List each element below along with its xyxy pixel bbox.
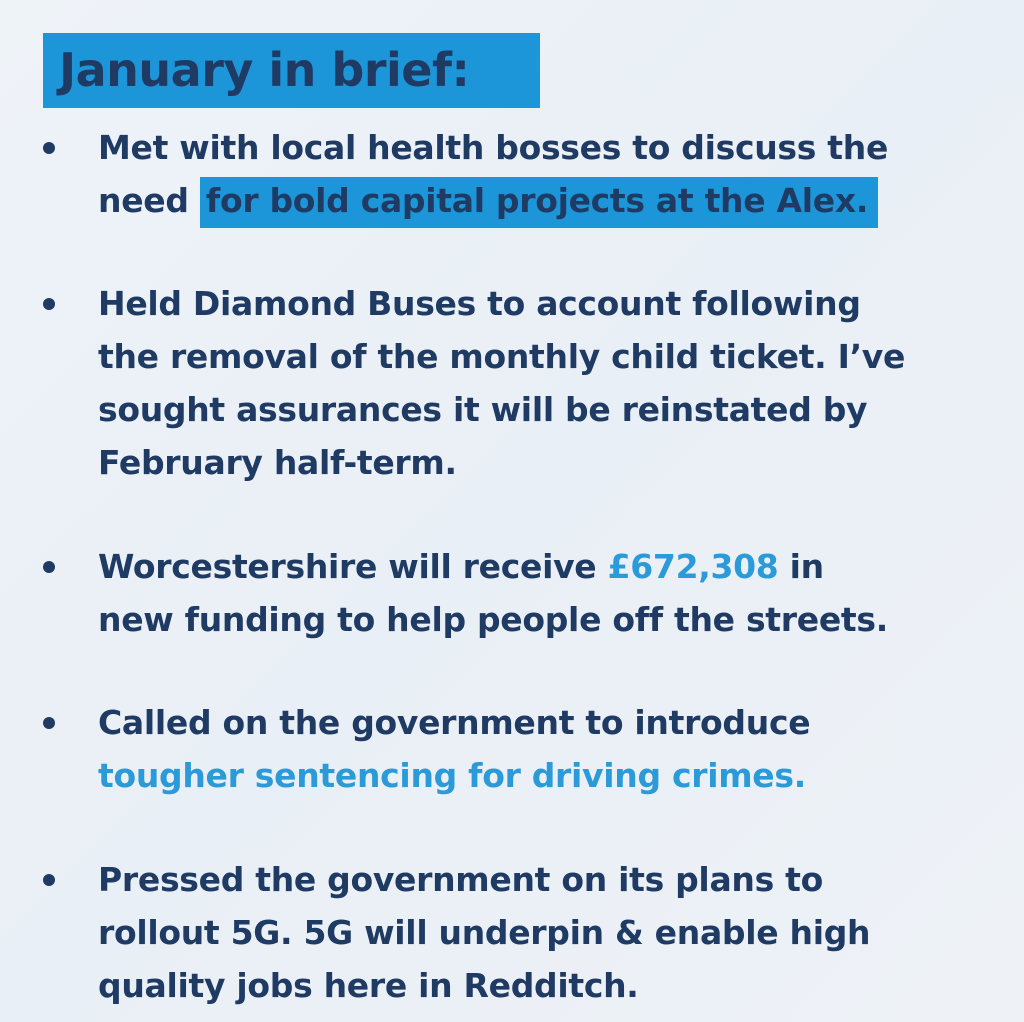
bullet-dot — [43, 874, 55, 886]
list-item-line: quality jobs here in Redditch. — [98, 966, 639, 1005]
list-item-line: Met with local health bosses to discuss the — [98, 128, 889, 167]
bullet-dot — [43, 298, 55, 310]
bullet-dot — [43, 561, 55, 573]
list-item-line — [98, 540, 998, 593]
list-item-line — [98, 174, 998, 227]
list-item — [98, 853, 998, 1012]
funding-amount: £672,308 — [607, 547, 779, 586]
list-item-line: rollout 5G. 5G will underpin & enable high — [98, 913, 871, 952]
list-item — [98, 277, 998, 489]
list-item-line: Pressed the government on its plans to — [98, 860, 823, 899]
highlighted-text: for bold capital projects at the Alex. — [200, 177, 878, 228]
list-item-line: Held Diamond Buses to account following — [98, 284, 861, 323]
accent-text: tougher sentencing for driving crimes. — [98, 756, 806, 795]
bullet-dot — [43, 142, 55, 154]
list-item — [98, 696, 998, 802]
list-item — [98, 121, 998, 227]
list-item-text: in — [789, 547, 824, 586]
list-item-line: February half-term. — [98, 443, 457, 482]
list-item-text: Worcestershire will receive — [98, 547, 597, 586]
list-item-line: the removal of the monthly child ticket. I’ve — [98, 337, 906, 376]
list-item-line: new funding to help people off the streets. — [98, 600, 888, 639]
list-item-text: need — [98, 181, 189, 220]
page-title: January in brief: — [59, 43, 470, 97]
list-item-line: Called on the government to introduce — [98, 703, 811, 742]
bullet-dot — [43, 717, 55, 729]
list-item-line: sought assurances it will be reinstated by — [98, 390, 868, 429]
list-item — [98, 540, 998, 646]
